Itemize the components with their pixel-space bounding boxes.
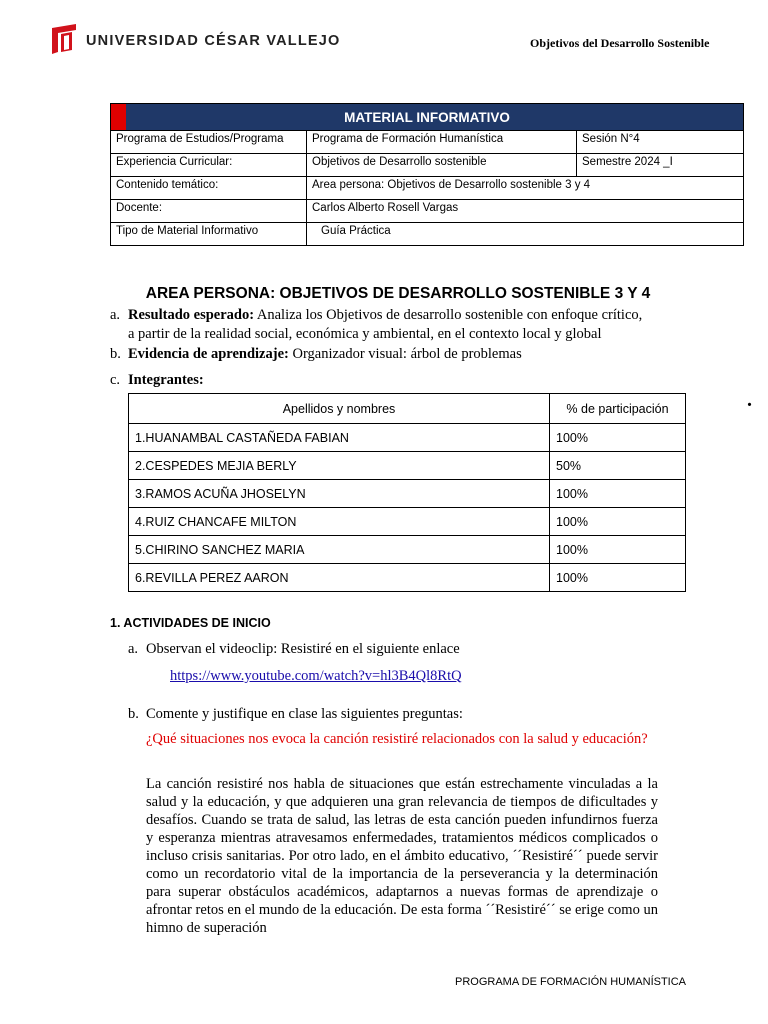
info-cell: Carlos Alberto Rosell Vargas <box>307 200 744 223</box>
university-logo-icon <box>50 24 78 56</box>
member-name: 3.RAMOS ACUÑA JHOSELYN <box>129 480 550 508</box>
column-header: % de participación <box>550 394 686 424</box>
table-row <box>129 424 686 452</box>
info-cell: Programa de Formación Humanística <box>307 131 577 154</box>
member-name: 5.CHIRINO SANCHEZ MARIA <box>129 536 550 564</box>
table-row <box>111 154 744 177</box>
info-cell: Tipo de Material Informativo <box>111 223 307 246</box>
member-participation: 100% <box>550 480 686 508</box>
list-item: c. Integrantes: <box>110 372 204 388</box>
table-row <box>111 177 744 200</box>
red-accent-bar <box>111 104 126 130</box>
info-cell: Guía Práctica <box>307 223 744 246</box>
info-cell: Semestre 2024 _I <box>577 154 744 177</box>
table-row <box>129 536 686 564</box>
page-title: AREA PERSONA: OBJETIVOS DE DESARROLLO SOSTENIBLE 3 Y 4 <box>145 285 651 302</box>
info-cell: Area persona: Objetivos de Desarrollo sostenible 3 y 4 <box>307 177 744 200</box>
answer-paragraph: La canción resistiré nos habla de situaciones que están estrechamente vinculadas a la salud y la educación, y que adquieren una gran relevancia de tiempos de dificultades y desafíos. Cuando se trata de salud, las letras de esta canción pueden infundirnos fuerza y esperanza mientras atravesamos enfermedades, tratamientos médicos complicados o incluso crisis sanitarias. Por otro lado, en el ámbito educativo, ´´Resistiré´´ puede servir como un recordatorio vital de la importancia de la perseverancia y la determinación para superar obstáculos académicos, adaptarnos a nuevas formas de aprendizaje o afrontar retos en el mundo de la educación. De esta forma ´´Resistiré´´ se erige como un himno de superación <box>146 776 658 936</box>
list-item: b. Comente y justifique en clase las siguientes preguntas: <box>128 706 463 722</box>
question-text: ¿Qué situaciones nos evoca la canción resistiré relacionados con la salud y educación? <box>146 731 648 747</box>
list-item: b. Evidencia de aprendizaje: Organizador visual: árbol de problemas <box>110 346 522 362</box>
table-row <box>111 131 744 154</box>
list-item: a. Observan el videoclip: Resistiré en el siguiente enlace <box>128 641 460 657</box>
info-table-title: MATERIAL INFORMATIVO <box>111 104 744 131</box>
info-cell: Docente: <box>111 200 307 223</box>
column-header: Apellidos y nombres <box>129 394 550 424</box>
table-row <box>111 223 744 246</box>
member-participation: 100% <box>550 424 686 452</box>
university-name: UNIVERSIDAD CÉSAR VALLEJO <box>86 33 341 49</box>
member-participation: 100% <box>550 564 686 592</box>
info-cell: Experiencia Curricular: <box>111 154 307 177</box>
footer-text: PROGRAMA DE FORMACIÓN HUMANÍSTICA <box>455 976 687 988</box>
member-participation: 50% <box>550 452 686 480</box>
youtube-link[interactable]: https://www.youtube.com/watch?v=hl3B4Ql8RtQ <box>170 668 462 684</box>
info-cell: Programa de Estudios/Programa <box>111 131 307 154</box>
table-row <box>129 480 686 508</box>
table-row <box>111 200 744 223</box>
info-cell: Contenido temático: <box>111 177 307 200</box>
info-cell: Objetivos de Desarrollo sostenible <box>307 154 577 177</box>
table-header-row <box>129 394 686 424</box>
stray-mark: . <box>747 389 752 411</box>
member-participation: 100% <box>550 536 686 564</box>
info-cell: Sesión N°4 <box>577 131 744 154</box>
members-table <box>128 393 686 592</box>
member-name: 6.REVILLA PEREZ AARON <box>129 564 550 592</box>
member-name: 4.RUIZ CHANCAFE MILTON <box>129 508 550 536</box>
table-row <box>129 564 686 592</box>
member-participation: 100% <box>550 508 686 536</box>
member-name: 1.HUANAMBAL CASTAÑEDA FABIAN <box>129 424 550 452</box>
table-row <box>129 508 686 536</box>
info-table <box>110 103 744 246</box>
table-row <box>129 452 686 480</box>
list-item: a. Resultado esperado: Analiza los Objetivos de desarrollo sostenible con enfoque crítico, a partir de la realidad social, económica y ambiental, en el contexto local y global <box>110 307 643 342</box>
header-title: Objetivos del Desarrollo Sostenible <box>530 36 710 50</box>
member-name: 2.CESPEDES MEJIA BERLY <box>129 452 550 480</box>
section-heading: 1. ACTIVIDADES DE INICIO <box>110 616 271 630</box>
